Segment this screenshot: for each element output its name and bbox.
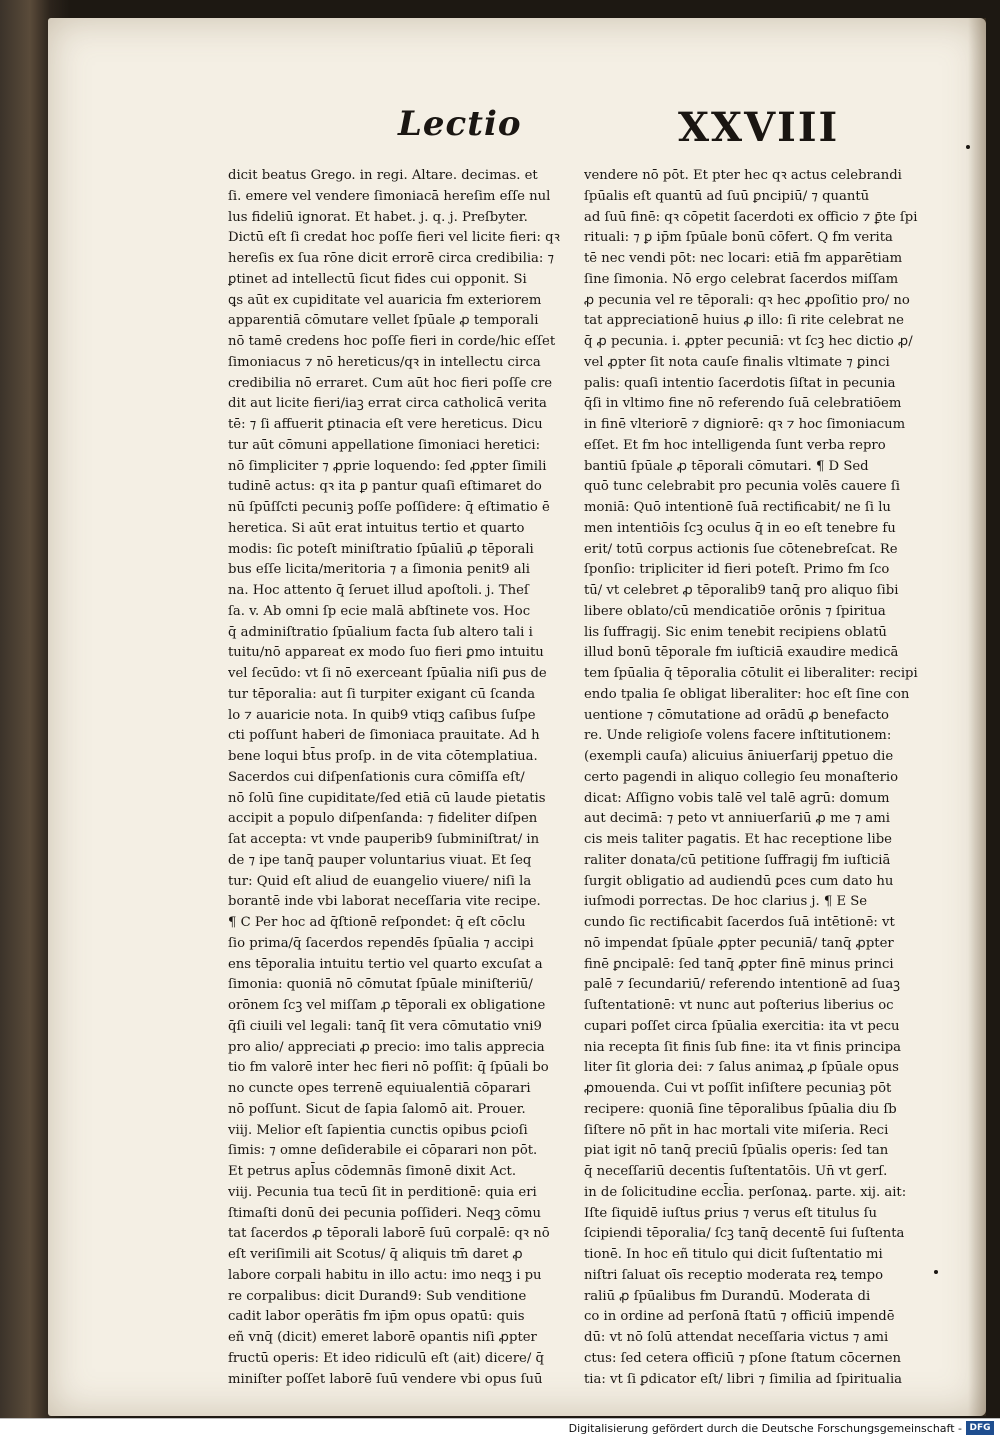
text-line: ꝗs aūt ex cupiditate vel auaricia fm exteriorem xyxy=(228,292,542,308)
text-line: bene loqui bt̄us proſp. in de vita cōtemplatiua. xyxy=(228,749,538,764)
text-line: ſiſtere nō pñt in hac mortali vite miſeria. Reci xyxy=(584,1122,889,1138)
text-line: bus eſſe licita/meritoria ⁊ a ſimonia penit9 ali xyxy=(228,562,530,578)
text-line: raliter donata/cū petitione ſuffragij fm iuſticiā xyxy=(584,852,891,868)
text-line: (exempli cauſa) alicuius āniuerſarij ꝑpetuo die xyxy=(584,749,894,764)
text-line: certo pagendi in aliquo collegio ſeu monaſterio xyxy=(584,769,899,785)
text-line: libere oblato/cū mendicatiōe orōnis ⁊ ſpiritua xyxy=(584,603,886,619)
text-line: ſuſtentationē: vt nunc aut poſterius liberius oc xyxy=(584,998,894,1013)
text-line: cti poſſunt haberi de ſimoniaca prauitate. Ad h xyxy=(228,728,540,744)
text-line: palis: quaſi intentio ſacerdotis ſiſtat in pecunia xyxy=(584,375,896,391)
text-line: ¶ C Per hoc ad q̄ſtionē reſpondet: q̄ eſt cōclu xyxy=(228,915,526,930)
text-line: ctus: ſed cetera officiū ⁊ pſone ſtatum cōcernen xyxy=(584,1350,902,1366)
text-line: q̄ſi ciuili vel legali: tanq̄ ſit vera cōmutatio vni9 xyxy=(228,1018,542,1034)
text-line: nō impendat ſpūale ꝓpter pecuniā/ tanq̄ ꝓpter xyxy=(584,935,894,951)
funding-credit: Digitalisierung gefördert durch die Deutsche Forschungsgemeinschaft - xyxy=(568,1422,962,1435)
text-line: in finē vlteriorē ⁊ digniorē: qꝛ ⁊ hoc ſimoniacum xyxy=(584,417,906,432)
text-line: tur tēporalia: aut ſi turpiter exigant cū ſcanda xyxy=(228,686,536,702)
text-line: ſcipiendi tēporalia/ ſcꝫ tanq̄ decentē ſui ſuſtenta xyxy=(584,1226,905,1242)
text-line: de ⁊ ipe tanq̄ pauper voluntarius viuat. Et ſeq xyxy=(228,852,532,868)
text-line: liter ſit gloria dei: ⁊ ſalus animaꝝ ꝓ ſpūale opus xyxy=(584,1060,899,1076)
text-line: nō tamē credens hoc poſſe fieri in corde/hic eſſet xyxy=(228,334,556,349)
text-line: modis: ſic poteſt miniſtratio ſpūaliū ꝓ tēporali xyxy=(228,541,534,557)
text-line: quō tunc celebrabit pro pecunia volēs cauere ſi xyxy=(584,479,900,495)
text-line: finē ꝑncipalē: ſed tanq̄ ꝓpter finē minus princi xyxy=(584,956,894,972)
digitization-footer xyxy=(0,1418,1000,1438)
text-line: cundo ſic rectificabit ſacerdos ſuā intētionē: vt xyxy=(584,915,895,930)
text-line: ſine ſimonia. Nō ergo celebrat ſacerdos miſſam xyxy=(584,271,899,287)
text-line: moniā: Quō intentionē ſuā rectificabit/ ne ſi lu xyxy=(584,500,891,515)
text-line: palē ⁊ ſecundariū/ referendo intentionē ad ſuaꝫ xyxy=(584,977,900,993)
text-line: nō poſſunt. Sicut de ſapia ſalomō ait. Prouer. xyxy=(228,1101,526,1117)
text-line: q̄ adminiſtratio ſpūalium facta ſub altero tali i xyxy=(228,624,533,640)
left-text-column xyxy=(228,166,564,1390)
text-line: dicat: Aſſigno vobis talē vel talē agrū: domum xyxy=(584,790,890,806)
text-line: q̄ neceſſariū decentis ſuſtentatōis. Un̄ vt gerſ. xyxy=(584,1164,888,1179)
text-line: ꝓmouenda. Cui vt poſſit inſiſtere pecuniaꝫ pōt xyxy=(584,1081,892,1096)
text-line: tia: vt ſi ꝑdicator eſt/ libri ⁊ ſimilia ad ſpiritualia xyxy=(584,1371,903,1387)
text-line: cadit labor operātis fm ip̄m opus opatū: quis xyxy=(228,1309,525,1325)
text-line: borantē inde vbi laborat neceſſaria vite recipe. xyxy=(228,894,541,910)
text-line: ſa. v. Ab omni ſp ecie malā abſtinete vos. Hoc xyxy=(228,603,531,619)
text-line: eñ vnq̄ (dicit) emeret laborē opantis niſi ꝓpter xyxy=(228,1330,537,1345)
text-line: heretica. Si aūt erat intuitus tertio et quarto xyxy=(228,520,525,536)
text-line: q̄ ꝓ pecunia. i. ꝓpter pecuniā: vt ſcꝫ hec dictio ꝓ/ xyxy=(584,334,913,349)
text-line: Et petrus apl̄us cōdemnās ſimonē dixit Act. xyxy=(228,1164,517,1179)
text-line: aut decimā: ⁊ peto vt anniuerſariū ꝓ me ⁊ ami xyxy=(584,811,890,827)
book-page xyxy=(48,18,986,1416)
running-head-left: Lectio xyxy=(398,104,522,144)
text-line: niſtri ſaluat oīs receptio moderata reꝝ tempo xyxy=(584,1267,884,1283)
text-line: tionē. In hoc eñ titulo qui dicit ſuſtentatio mi xyxy=(584,1247,883,1262)
text-line: tē: ⁊ ſi affuerit ꝑtinacia eſt vere hereticus. Dicu xyxy=(228,417,543,432)
text-line: tem ſpūalia q̄ tēporalia cōtulit ei liberaliter: recipi xyxy=(584,666,918,681)
margin-mark xyxy=(934,1270,938,1274)
text-line: rituali: ⁊ ꝑ ip̄m ſpūale bonū cōfert. Q fm verita xyxy=(584,230,893,246)
text-line: ꝓ pecunia vel re tēporali: qꝛ hec ꝓpoſitio pro/ no xyxy=(584,292,910,308)
text-line: bantiū ſpūale ꝓ tēporali cōmutari. ¶ D Sed xyxy=(584,458,869,474)
text-line: re corpalibus: dicit Durand9: Sub venditione xyxy=(228,1288,527,1304)
text-line: ſimoniacus ⁊ nō hereticus/qꝛ in intellectu circa xyxy=(228,354,541,370)
text-line: ſponſio: tripliciter id fieri poteſt. Primo fm ſco xyxy=(584,562,890,578)
text-line: tat ſacerdos ꝓ tēporali laborē ſuū corpalē: qꝛ nō xyxy=(228,1226,550,1242)
text-line: credibilia nō erraret. Cum aūt hoc fieri poſſe cre xyxy=(228,375,553,391)
text-line: co in ordine ad perſonā ſtatū ⁊ officiū impendē xyxy=(584,1309,895,1325)
text-line: viij. Pecunia tua tecū ſit in perditionē: quia eri xyxy=(228,1184,537,1200)
text-line: ſat accepta: vt vnde pauperib9 ſubminiſtrat/ in xyxy=(228,832,540,847)
text-line: hereſis ex ſua rōne dicit errorē circa credibilia: ⁊ xyxy=(228,251,555,266)
text-line: raliū ꝓ ſpūalibus fm Durandū. Moderata di xyxy=(584,1288,871,1304)
text-line: labore corpali habitu in illo actu: imo neqꝫ i pu xyxy=(228,1267,542,1283)
text-line: uentione ⁊ cōmutatione ad orādū ꝓ benefacto xyxy=(584,707,889,723)
text-line: nū ſpūſſcti pecuniꝫ poſſe poſſidere: q̄ eſtimatio ē xyxy=(228,500,550,515)
text-line: lus fideliū ignorat. Et habet. j. q. j. Preſbyter. xyxy=(228,209,528,225)
running-head-right: XXVIII xyxy=(678,104,840,151)
right-text-column xyxy=(584,166,932,1390)
text-line: nō ſolū ſine cupiditate/ſed etiā cū laude pietatis xyxy=(228,790,546,806)
text-line: tat appreciationē huius ꝓ illo: ſi rite celebrat ne xyxy=(584,313,904,329)
text-line: tur aūt cōmuni appellatione ſimoniaci heretici: xyxy=(228,437,541,453)
text-line: cis meis taliter pagatis. Et hac receptione libe xyxy=(584,832,892,847)
text-line: tio fm valorē inter hec fieri nō poſſit: q̄ ſpūali bo xyxy=(228,1060,549,1076)
text-line: ſio prima/q̄ ſacerdos rependēs ſpūalia ⁊ accipi xyxy=(228,935,534,951)
text-line: piat igit nō tanq̄ preciū ſpūalis operis: ſed tan xyxy=(584,1143,889,1159)
text-line: ꝑtinet ad intellectū ſicut fides cui opponit. Si xyxy=(228,271,527,287)
text-line: viij. Melior eſt ſapientia cunctis opibus ꝑcioſi xyxy=(228,1122,528,1138)
text-line: na. Hoc attento q̄ ſeruet illud apoſtoli. j. Theſ xyxy=(228,583,529,598)
text-line: in de ſolicitudine eccl̄ia. perſonaꝝ. parte. xij. ait: xyxy=(584,1184,907,1200)
text-line: iuſmodi porrectas. De hoc clarius j. ¶ E Se xyxy=(584,894,868,910)
text-line: nia recepta ſit finis ſub fine: ita vt finis principa xyxy=(584,1039,901,1055)
text-line: lis ſuffragij. Sic enim tenebit recipiens oblatū xyxy=(584,624,887,640)
text-line: tuitu/nō appareat ex modo ſuo fieri ꝑmo intuitu xyxy=(228,645,544,661)
text-line: vel ſecūdo: vt ſi nō exerceant ſpūalia niſi ꝑus de xyxy=(228,666,547,681)
text-line: dū: vt nō ſolū attendat neceſſaria victus ⁊ ami xyxy=(584,1330,889,1345)
text-line: illud bonū tēporale fm iuſticiā exaudire medicā xyxy=(584,645,899,661)
text-line: Iſte ſiquidē iuſtus ꝑrius ⁊ verus eſt titulus ſu xyxy=(584,1205,878,1221)
text-line: Sacerdos cui diſpenſationis cura cōmiſſa eſt/ xyxy=(228,769,525,785)
text-line: eſſet. Et fm hoc intelligenda ſunt verba repro xyxy=(584,437,886,453)
text-line: cupari poſſet circa ſpūalia exercitia: ita vt pecu xyxy=(584,1018,900,1034)
text-line: re. Unde religioſe volens facere inſtitutionem: xyxy=(584,728,892,744)
text-line: Dictū eſt ſi credat hoc poſſe fieri vel licite fieri: qꝛ xyxy=(228,230,560,246)
text-line: tē nec vendi pōt: nec locari: etiā fm apparētiam xyxy=(584,251,903,266)
text-line: eſt veriſimili ait Scotus/ q̄ aliquis tm̄ daret ꝓ xyxy=(228,1247,523,1262)
text-line: ſimis: ⁊ omne deſiderabile ei cōparari non pōt. xyxy=(228,1143,538,1159)
text-line: recipere: quoniā ſine tēporalibus ſpūalia diu ſb xyxy=(584,1101,897,1117)
text-line: miniſter poſſet laborē ſuū vendere vbi opus ſuū xyxy=(228,1371,543,1387)
text-line: ſtimaſti donū dei pecunia poſſideri. Neqꝫ cōmu xyxy=(228,1205,542,1221)
text-line: no cuncte opes terrenē equiualentiā cōparari xyxy=(228,1081,531,1096)
text-line: nō ſimpliciter ⁊ ꝓprie loquendo: ſed ꝓpter ſimili xyxy=(228,458,547,474)
text-line: orōnem ſcꝫ vel miſſam ꝓ tēporali ex obligatione xyxy=(228,998,546,1013)
text-line: lo ⁊ auaricie nota. In quib9 vtiqꝫ caſibus ſuſpe xyxy=(228,707,536,723)
text-line: ſpūalis eſt quantū ad ſuū ꝑncipiū/ ⁊ quantū xyxy=(584,188,870,204)
text-line: ſurgit obligatio ad audiendū ꝑces cum dato hu xyxy=(584,873,894,889)
dfg-logo: DFG xyxy=(966,1421,994,1435)
text-line: ſi. emere vel vendere ſimoniacā hereſim eſſe nul xyxy=(228,188,551,204)
margin-mark xyxy=(966,145,970,149)
text-line: tur: Quid eſt aliud de euangelio viuere/ niſi la xyxy=(228,873,532,889)
text-line: erit/ totū corpus actionis ſue cōtenebreſcat. Re xyxy=(584,541,898,557)
text-line: apparentiā cōmutare vellet ſpūale ꝓ temporali xyxy=(228,313,539,329)
text-line: q̄ſi in vltimo fine nō referendo ſuā celebratiōem xyxy=(584,396,902,412)
text-line: ſimonia: quoniā nō cōmutat ſpūale miniſteriū/ xyxy=(228,977,533,993)
text-line: vendere nō pōt. Et pter hec qꝛ actus celebrandi xyxy=(584,168,902,183)
text-line: ad ſuū finē: qꝛ cōpetit ſacerdoti ex officio ⁊ ꝑ̄te ſpi xyxy=(584,209,918,225)
text-line: pro alio/ appreciati ꝓ precio: imo talis apprecia xyxy=(228,1039,545,1055)
text-line: tudinē actus: qꝛ ita ꝑ pantur quaſi eſtimaret do xyxy=(228,479,542,495)
text-line: dicit beatus Grego. in regi. Altare. decimas. et xyxy=(228,168,538,183)
text-line: men intentiōis ſcꝫ oculus q̄ in eo eſt tenebre fu xyxy=(584,520,896,536)
text-line: fructū operis: Et ideo ridiculū eſt (ait) dicere/ q̄ xyxy=(228,1350,544,1366)
text-line: vel ꝓpter ſit nota cauſe finalis vltimate ⁊ ꝑinci xyxy=(584,354,890,370)
text-line: ens tēporalia intuitu tertio vel quarto excuſat a xyxy=(228,956,543,972)
text-line: endo tpalia ſe obligat liberaliter: hoc eſt ſine con xyxy=(584,686,910,702)
text-line: accipit a populo diſpenſanda: ⁊ fideliter diſpen xyxy=(228,811,538,827)
text-line: tū/ vt celebret ꝓ tēporalib9 tanq̄ pro aliquo ſibi xyxy=(584,583,899,598)
text-line: dit aut licite fieri/iaꝫ errat circa catholicā verita xyxy=(228,396,547,412)
